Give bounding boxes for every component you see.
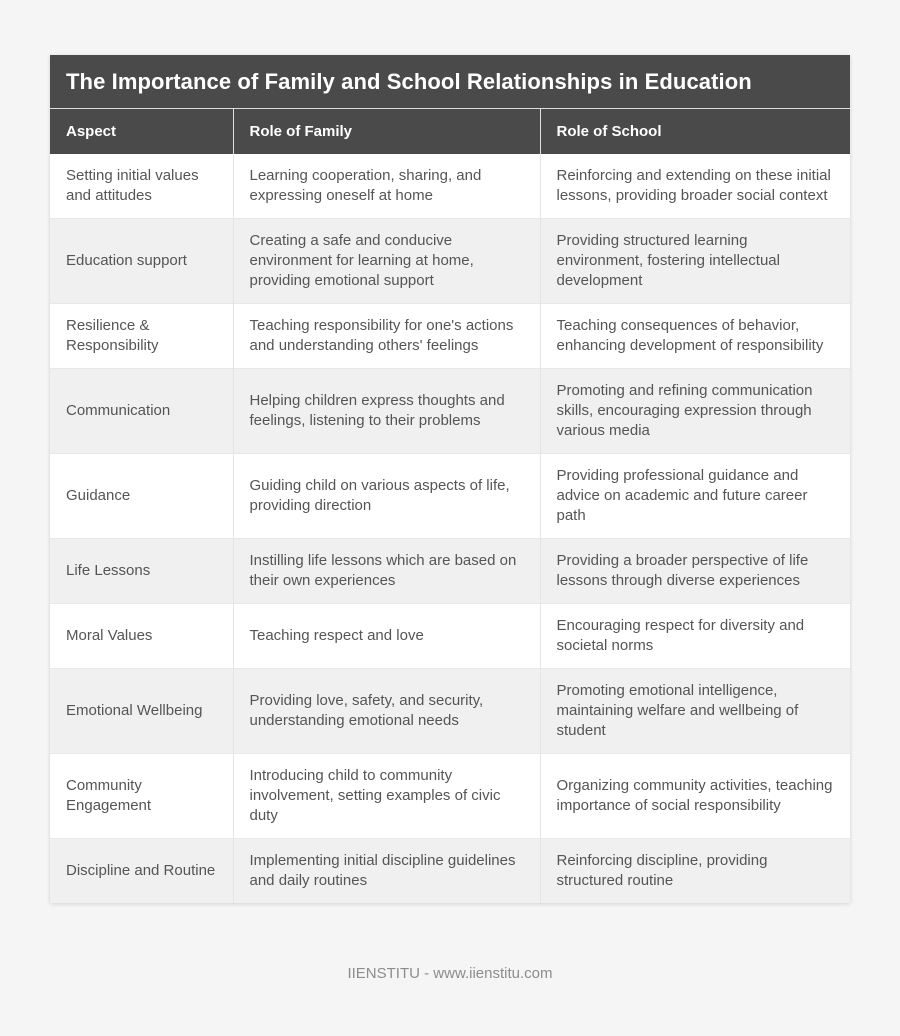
aspect-cell: Community Engagement [50, 754, 233, 839]
aspect-cell: Setting initial values and attitudes [66, 167, 199, 204]
family-cell: Teaching respect and love [233, 604, 540, 669]
school-cell: Reinforcing and extending on these initial lessons, providing broader social context [540, 154, 850, 219]
school-cell: Providing professional guidance and advice on academic and future career path [540, 454, 850, 539]
school-cell: Promoting emotional intelligence, maintaining welfare and wellbeing of student [540, 669, 850, 754]
comparison-table-card [50, 55, 850, 903]
table-row [50, 304, 850, 369]
family-cell: Implementing initial discipline guidelines and daily routines [233, 839, 540, 904]
table-row [50, 669, 850, 754]
family-cell: Introducing child to community involvement, setting examples of civic duty [233, 754, 540, 839]
aspect-cell: Guidance [50, 454, 233, 539]
table-row [50, 154, 850, 219]
aspect-cell: Life Lessons [50, 539, 233, 604]
aspect-cell: Discipline and Routine [50, 839, 233, 904]
table-row [50, 369, 850, 454]
family-school-table [50, 109, 850, 903]
header-row [50, 109, 850, 154]
table-row [50, 754, 850, 839]
school-cell: Reinforcing discipline, providing structured routine [540, 839, 850, 904]
column-header-aspect: Aspect [50, 109, 233, 154]
table-row [50, 454, 850, 539]
school-cell: Providing a broader perspective of life lessons through diverse experiences [540, 539, 850, 604]
school-cell: Organizing community activities, teaching importance of social responsibility [540, 754, 850, 839]
aspect-cell: Emotional Wellbeing [50, 669, 233, 754]
family-cell: Teaching responsibility for one's actions and understanding others' feelings [233, 304, 540, 369]
family-cell: Creating a safe and conducive environment for learning at home, providing emotional support [233, 219, 540, 304]
footer-credit: IIENSTITU - www.iienstitu.com [347, 965, 553, 982]
family-cell: Learning cooperation, sharing, and expressing oneself at home [233, 154, 540, 219]
table-row [50, 539, 850, 604]
table-row [50, 219, 850, 304]
aspect-cell: Education support [50, 219, 233, 304]
column-header-school: Role of School [540, 109, 850, 154]
table-header [50, 109, 850, 154]
family-cell: Instilling life lessons which are based on their own experiences [233, 539, 540, 604]
school-cell: Encouraging respect for diversity and societal norms [540, 604, 850, 669]
table-body [50, 154, 850, 903]
school-cell: Promoting and refining communication skills, encouraging expression through various media [540, 369, 850, 454]
aspect-cell: Moral Values [50, 604, 233, 669]
school-cell: Providing structured learning environment, fostering intellectual development [540, 219, 850, 304]
school-cell: Teaching consequences of behavior, enhancing development of responsibility [540, 304, 850, 369]
family-cell: Guiding child on various aspects of life, providing direction [233, 454, 540, 539]
column-header-family: Role of Family [233, 109, 540, 154]
aspect-cell: Resilience & Responsibility [50, 304, 233, 369]
family-cell: Helping children express thoughts and feelings, listening to their problems [233, 369, 540, 454]
family-cell: Providing love, safety, and security, understanding emotional needs [233, 669, 540, 754]
page-title: The Importance of Family and School Relationships in Education [50, 55, 850, 109]
table-row [50, 604, 850, 669]
table-row [50, 839, 850, 904]
aspect-cell: Communication [50, 369, 233, 454]
